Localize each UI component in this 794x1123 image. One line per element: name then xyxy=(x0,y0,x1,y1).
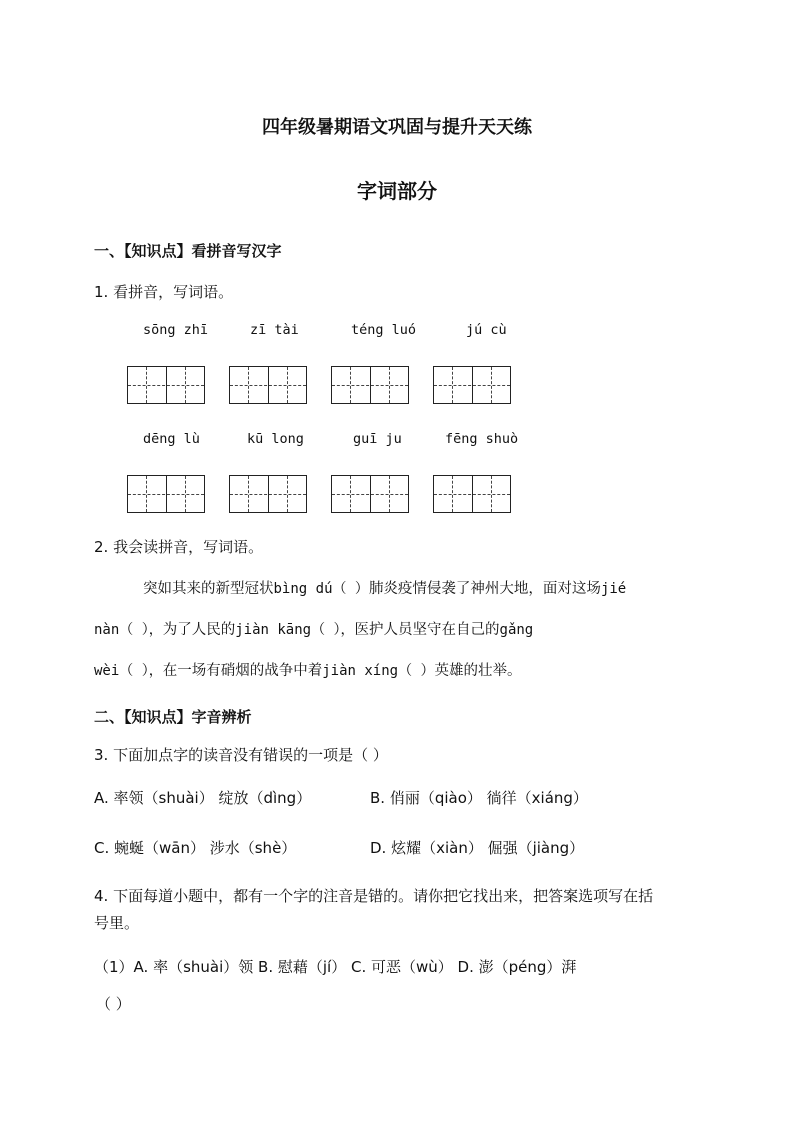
document-subtitle: 字词部分 xyxy=(357,179,437,203)
pinyin-label: zī tài xyxy=(250,322,299,338)
writing-grid[interactable] xyxy=(229,366,307,404)
writing-grid[interactable] xyxy=(433,366,511,404)
pinyin-label: téng luó xyxy=(351,322,417,338)
pinyin-label: fēng shuò xyxy=(445,431,519,447)
pinyin-fragment: jié xyxy=(600,581,627,597)
pinyin-blank[interactable]: nàn（ ）， xyxy=(94,622,163,638)
question-4-item-1: （1）A. 率（shuài）领 B. 慰藉（jí） C. 可恶（wù） D. 澎（péng）湃 xyxy=(94,958,577,976)
option-d[interactable]: D. 炫耀（xiàn） 倔强（jiàng） xyxy=(370,839,585,857)
passage-text xyxy=(94,618,533,639)
passage-fragment: 在一场有硝烟的战争中着 xyxy=(162,663,323,679)
passage-fragment: 肺炎疫情侵袭了神州大地，面对这场 xyxy=(368,581,601,597)
pinyin-blank[interactable]: jiàn kāng（ ）， xyxy=(235,622,355,638)
pinyin-blank[interactable]: wèi（ ）， xyxy=(94,663,163,679)
passage-fragment: 为了人民的 xyxy=(162,622,236,638)
question-4-text-cont: 号里。 xyxy=(94,914,140,932)
passage-text xyxy=(94,659,522,680)
pinyin-label: jú cù xyxy=(466,322,507,338)
passage-text xyxy=(143,577,626,598)
pinyin-label: guī ju xyxy=(353,431,402,447)
option-c[interactable]: C. 蜿蜒（wān） 涉水（shè） xyxy=(94,839,297,857)
passage-fragment: 医护人员坚守在自己的 xyxy=(354,622,500,638)
writing-grid[interactable] xyxy=(229,475,307,513)
pinyin-label: kū long xyxy=(247,431,304,447)
section-heading-2: 二、【知识点】字音辨析 xyxy=(94,708,252,726)
section-heading-1: 一、【知识点】看拼音写汉字 xyxy=(94,242,282,260)
writing-grid[interactable] xyxy=(331,366,409,404)
passage-fragment: 突如其来的新型冠状 xyxy=(143,581,274,597)
question-2-text: 2. 我会读拼音，写词语。 xyxy=(94,538,264,556)
pinyin-fragment: gǎng xyxy=(499,622,534,638)
option-b[interactable]: B. 俏丽（qiào） 徜徉（xiáng） xyxy=(370,789,588,807)
question-1-text: 1. 看拼音，写词语。 xyxy=(94,283,234,301)
pinyin-label: dēng lù xyxy=(143,431,200,447)
writing-grid[interactable] xyxy=(127,475,205,513)
question-4-text: 4. 下面每道小题中，都有一个字的注音是错的。请你把它找出来，把答案选项写在括 xyxy=(94,887,654,905)
option-a[interactable]: A. 率领（shuài） 绽放（dìng） xyxy=(94,789,312,807)
answer-blank[interactable]: （ ） xyxy=(96,995,131,1013)
question-3-text: 3. 下面加点字的读音没有错误的一项是（ ） xyxy=(94,746,388,764)
pinyin-blank[interactable]: jiàn xíng（ ） xyxy=(322,663,435,679)
pinyin-blank[interactable]: bìng dú（ ） xyxy=(273,581,369,597)
writing-grid[interactable] xyxy=(127,366,205,404)
writing-grid[interactable] xyxy=(433,475,511,513)
pinyin-label: sōng zhī xyxy=(143,322,209,338)
passage-fragment: 英雄的壮举。 xyxy=(434,663,522,679)
document-title: 四年级暑期语文巩固与提升天天练 xyxy=(262,117,532,138)
writing-grid[interactable] xyxy=(331,475,409,513)
